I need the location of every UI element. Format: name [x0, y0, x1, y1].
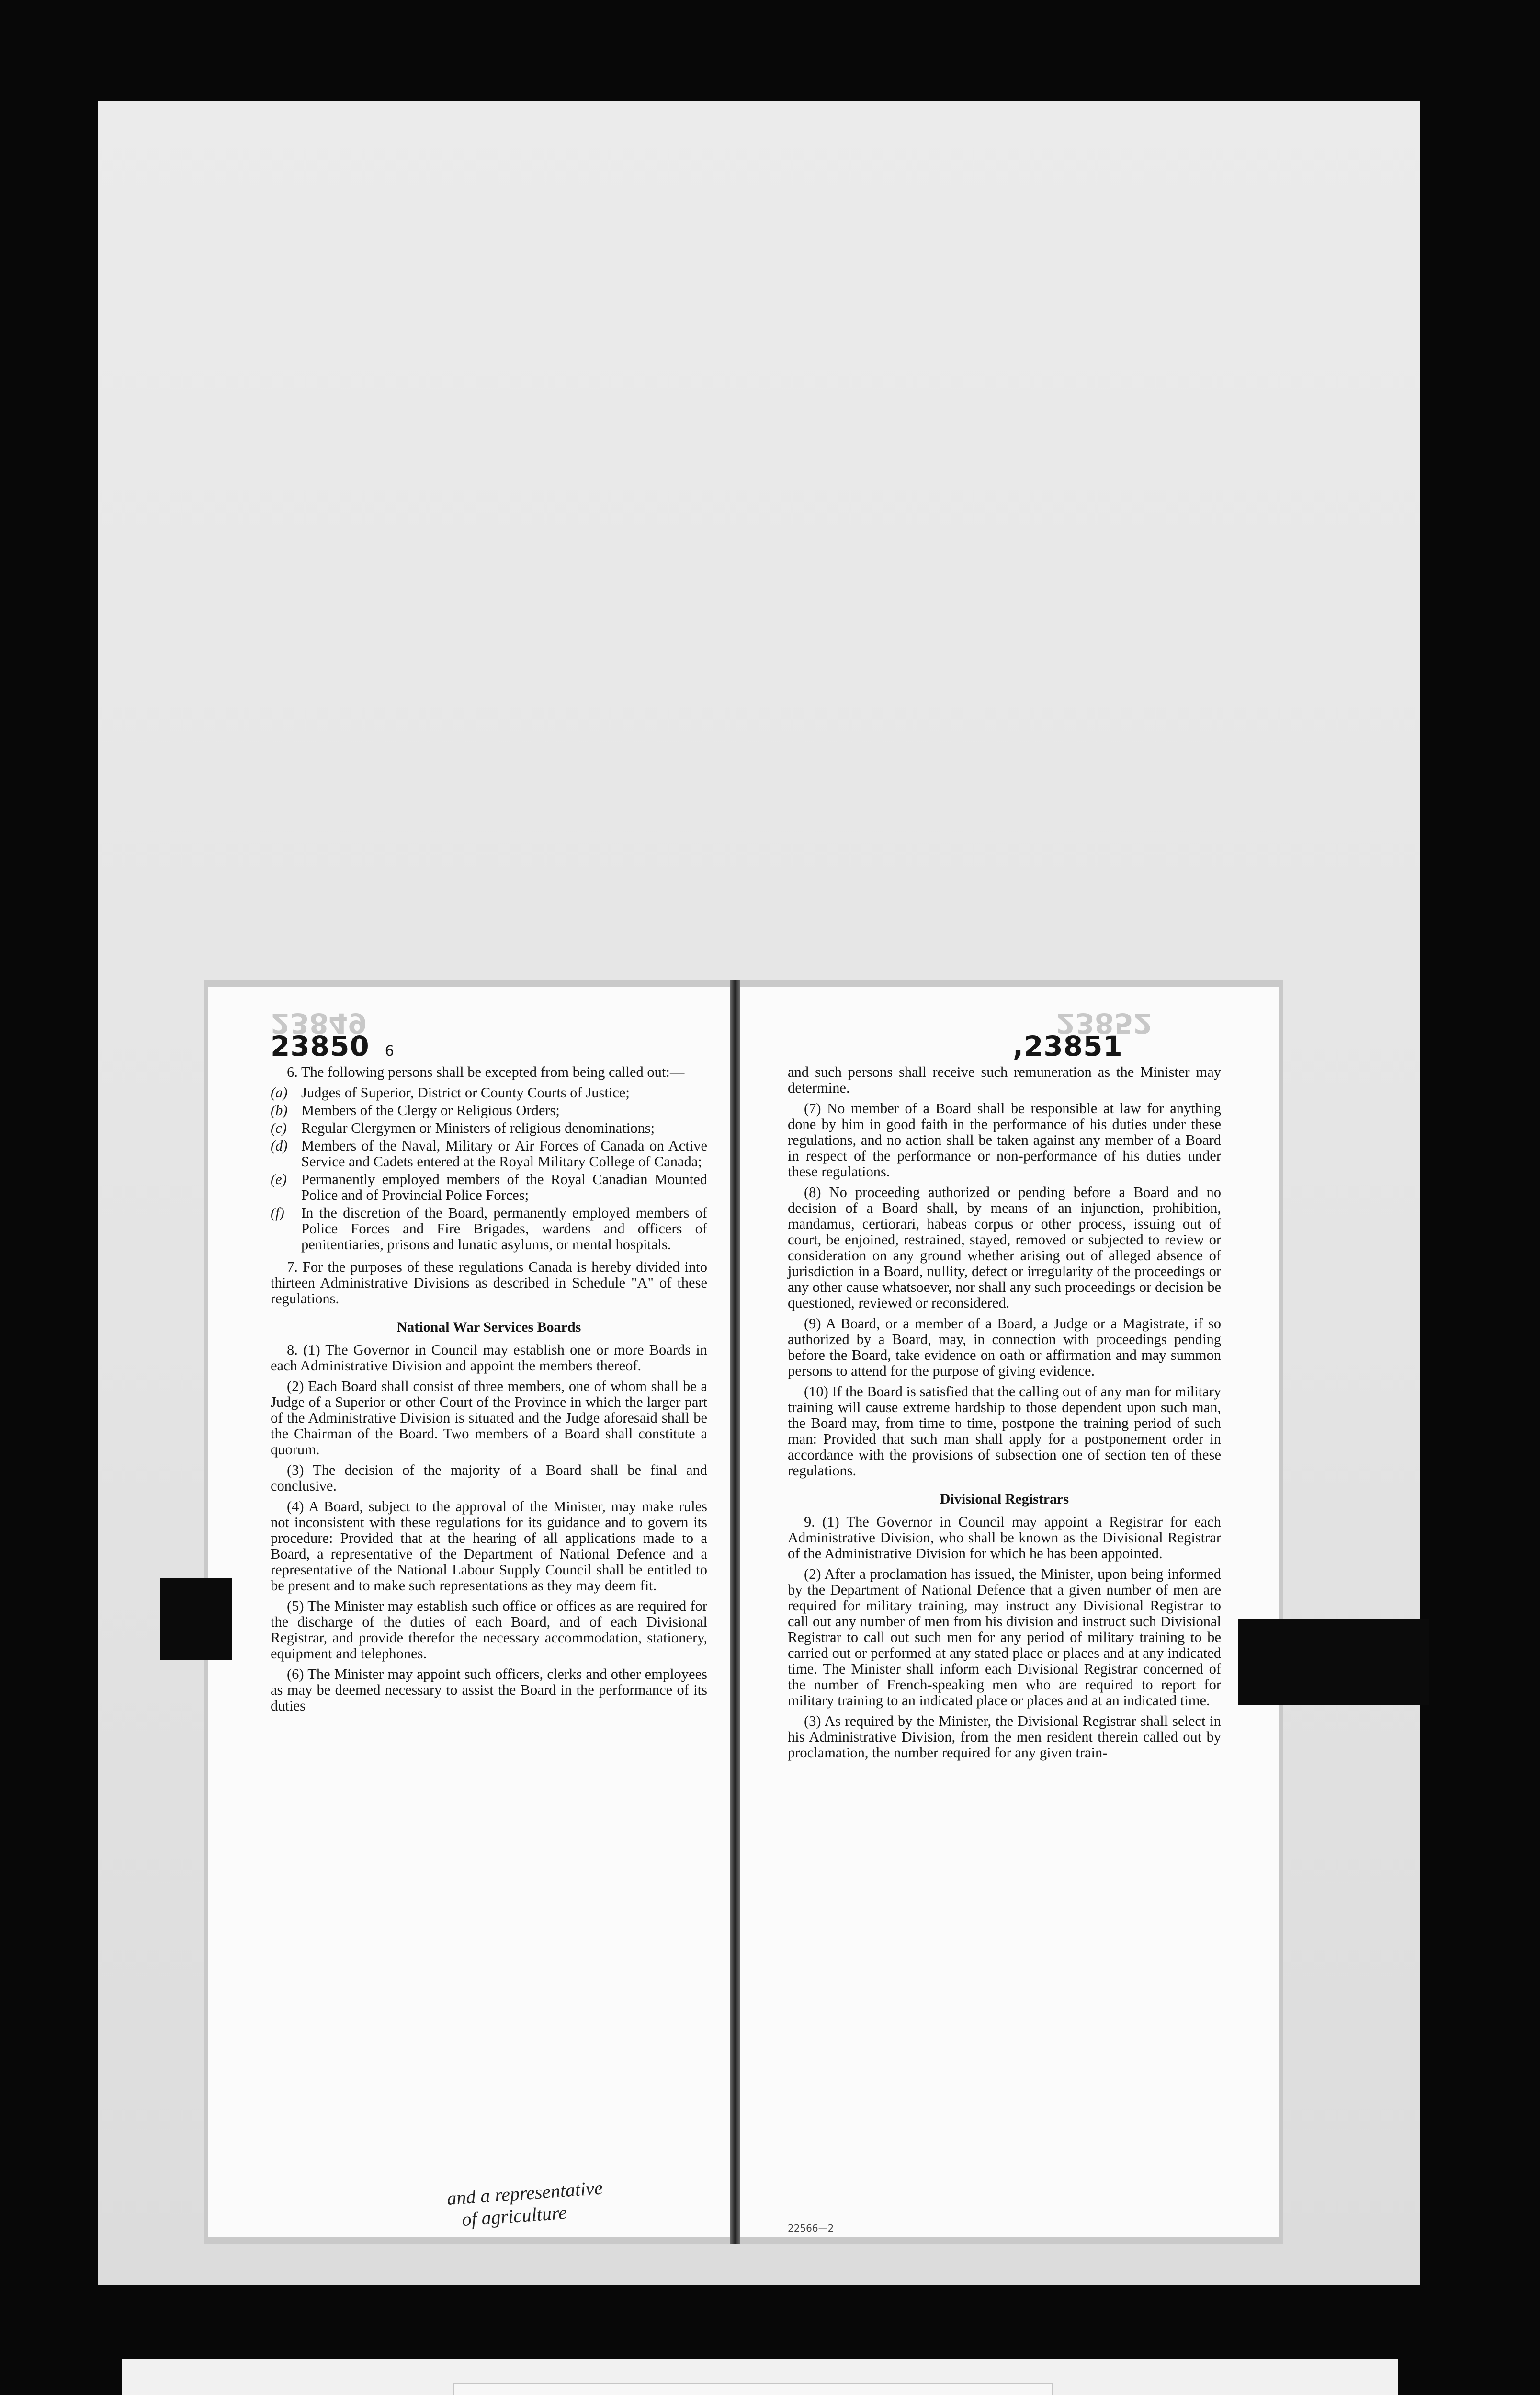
paragraph: (9) A Board, or a member of a Board, a Judge or a Magistrate, if so authorized by a Board, may, in connection with proceedings pending before the Board, take evidence on oath or affirmation and may summon persons to attend for the purpose of giving evidence.: [788, 1315, 1221, 1379]
binder-clip-left: [160, 1578, 232, 1660]
catalog-number: 22566—2: [788, 2223, 834, 2234]
paragraph: (3) The decision of the majority of a Board shall be final and conclusive.: [271, 1462, 707, 1494]
item-text: Regular Clergymen or Ministers of religious denominations;: [301, 1120, 655, 1136]
section-6-intro: 6. The following persons shall be excepted from being called out:—: [287, 1064, 685, 1080]
item-label: (b): [271, 1102, 288, 1118]
exception-item: [271, 1103, 707, 1118]
paragraph: (3) As required by the Minister, the Divisional Registrar shall select in his Administrative Division, from the men resident therein called out by proclamation, the number required for any given train-: [788, 1713, 1221, 1761]
item-label: (a): [271, 1084, 288, 1101]
book-gutter: [730, 980, 740, 2244]
item-text: Judges of Superior, District or County Courts of Justice;: [301, 1084, 630, 1101]
paragraph: (8) No proceeding authorized or pending before a Board and no decision of a Board shall, by means of an injunction, prohibition, mandamus, certiorari, habeas corpus or other process, issuing out of court, be enjoined, restrained, stayed, removed or subjected to review or consideration on any ground whether arising out of alleged absence of jurisdiction in a Board, nullity, defect or irregularity of the proceedings or any other cause whatsoever, nor shall any such proceedings or decision be questioned, reviewed or reconsidered.: [788, 1184, 1222, 1311]
section-heading: National War Services Boards: [396, 1319, 581, 1335]
handwritten-annotation: [446, 2171, 684, 2237]
exception-item: [271, 1120, 707, 1136]
item-text: Members of the Clergy or Religious Orders;: [301, 1102, 560, 1118]
open-booklet: [204, 980, 1283, 2244]
paragraph: 8. (1) The Governor in Council may establish one or more Boards in each Administrative Division and appoint the members thereof.: [271, 1342, 707, 1374]
right-page-header: [788, 1007, 1221, 1064]
item-text: Members of the Naval, Military or Air Forces of Canada on Active Service and Cadets entered at the Royal Military College of Canada;: [301, 1138, 707, 1170]
item-text: Permanently employed members of the Royal Canadian Mounted Police and of Provincial Police Forces;: [301, 1171, 707, 1203]
exception-item: [271, 1085, 707, 1101]
left-ghost-number: 23849: [271, 1007, 367, 1039]
paragraph: (2) Each Board shall consist of three members, one of whom shall be a Judge of a Superior or other Court of the Province in which the larger part of the Administrative Division is situated and the Judge aforesaid shall be the Chairman of the Board. Two members of a Board shall constitute a quorum.: [271, 1378, 707, 1458]
paragraph: (2) After a proclamation has issued, the Minister, upon being informed by the Department of National Defence that a given number of men are required for military training, may instruct any Divisional Registrar to call out any number of men from his division and instruct such Divisional Registrar to call out such men for any period of military training to be carried out or performed at any stated place or places and at any indicated time. The Minister shall inform each Divisional Registrar concerned of the number of French-speaking men who are required to report for military training to an indicated place or places and at an indicated time.: [788, 1566, 1221, 1709]
right-stamp-number: ,23851: [1013, 1030, 1123, 1062]
paragraph: (7) No member of a Board shall be responsible at law for anything done by him in good faith in the performance of his duties under these regulations, and no action shall be taken against any member of a Board in respect of the performance or non-performance of his duties under these regulations.: [788, 1100, 1221, 1180]
exception-item: [271, 1138, 707, 1170]
item-label: (e): [271, 1171, 287, 1187]
page-number: 6: [385, 1043, 394, 1060]
paragraph: (5) The Minister may establish such office or offices as are required for the discharge of the duties of each Board, and of each Divisional Registrar, and provide therefor the necessary accommodation, stationery, equipment and telephones.: [271, 1598, 707, 1662]
paragraph: 9. (1) The Governor in Council may appoint a Registrar for each Administrative Division, who shall be known as the Divisional Registrar of the Administrative Division for which he has been appointed.: [788, 1514, 1221, 1562]
paragraph: (4) A Board, subject to the approval of the Minister, may make rules not inconsistent with these regulations for its guidance and to govern its procedure: Provided that at the hearing of all applications made to a Board, a representative of the Department of National Defence and a representative of the National Labour Supply Council shall be entitled to be present and to make such representations as they may deem fit.: [271, 1498, 707, 1594]
item-label: (f): [271, 1205, 284, 1221]
item-label: (c): [271, 1120, 287, 1136]
item-label: (d): [271, 1138, 288, 1154]
handwriting-line: and a representative: [446, 2177, 603, 2210]
section-7: 7. For the purposes of these regulations Canada is hereby divided into thirteen Administrative Divisions as described in Schedule "A" of these regulations.: [271, 1259, 707, 1307]
section-heading: Divisional Registrars: [940, 1491, 1069, 1507]
item-text: In the discretion of the Board, permanently employed members of Police Forces and Fire Brigades, wardens and officers of penitentiaries, prisons and lunatic asylums, or mental hospitals.: [301, 1205, 707, 1253]
exception-item: [271, 1172, 707, 1203]
right-page: [740, 987, 1279, 2237]
paragraph: (10) If the Board is satisfied that the calling out of any man for military training will cause extreme hardship to those dependent upon such man, the Board may, from time to time, postpone the training period of such man: Provided that such man shall apply for a postponement order in accordance with the provisions of subsection one of section ten of these regulations.: [788, 1383, 1221, 1479]
left-stamp-number: 23850: [271, 1030, 370, 1062]
handwriting-line: of agriculture: [461, 2201, 568, 2231]
right-ghost-number: 23852: [1056, 1007, 1153, 1039]
paragraph: and such persons shall receive such remuneration as the Minister may determine.: [788, 1064, 1221, 1096]
left-page-header: [271, 1007, 707, 1064]
binder-clip-right: [1238, 1619, 1429, 1705]
paragraph: (6) The Minister may appoint such officers, clerks and other employees as may be deemed necessary to assist the Board in the performance of its duties: [271, 1666, 707, 1714]
volume-tag: [453, 2383, 1053, 2395]
left-page: [208, 987, 730, 2237]
exception-item: [271, 1205, 707, 1253]
archive-label-card: [122, 2359, 1398, 2395]
